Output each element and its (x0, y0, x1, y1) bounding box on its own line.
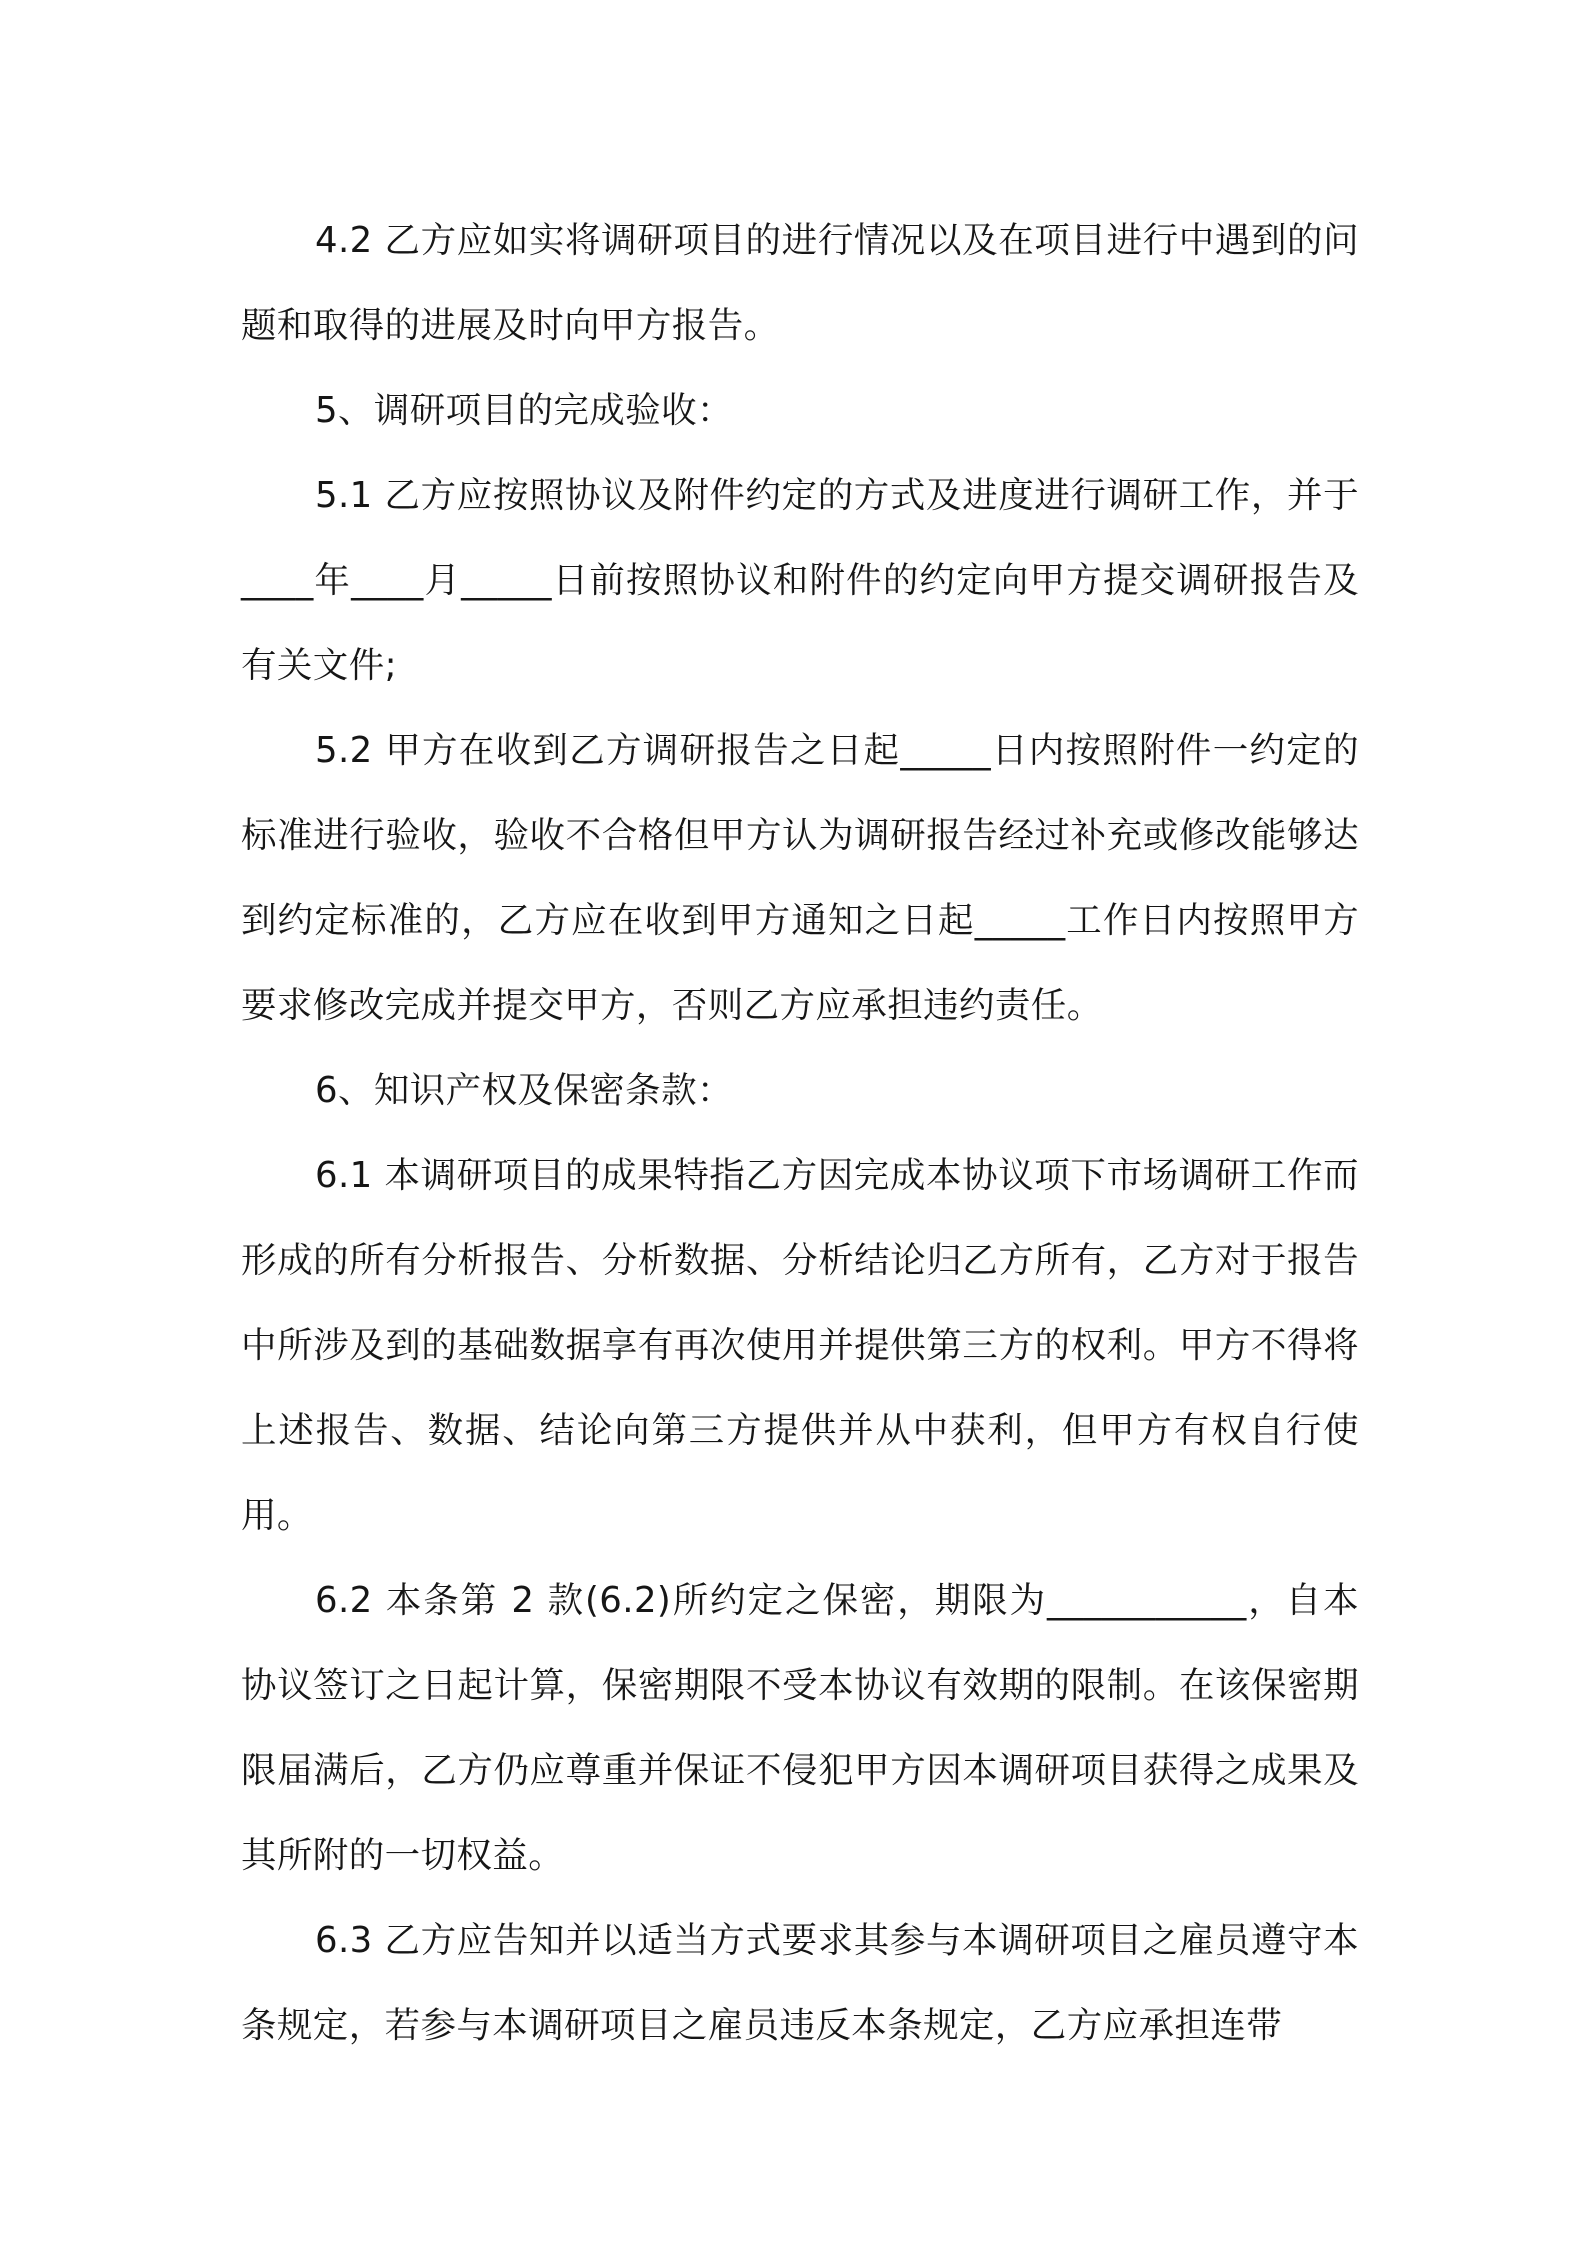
section-6-heading: 6、知识产权及保密条款： (315, 1070, 733, 1111)
clause-5-2-paragraph: 5.2 甲方在收到乙方调研报告之日起_____日内按照附件一约定的标准进行验收，验收不合格但甲方认为调研报告经过补充或修改能够达到约定标准的，乙方应在收到甲方通知之日起_____工作日内按照甲方要求修改完成并提交甲方，否则乙方应承担违约责任。 (241, 730, 1359, 1026)
document-body (241, 198, 1359, 2068)
section-5-heading: 5、调研项目的完成验收： (315, 390, 733, 431)
clause-6-1-paragraph: 6.1 本调研项目的成果特指乙方因完成本协议项下市场调研工作而形成的所有分析报告、分析数据、分析结论归乙方所有，乙方对于报告中所涉及到的基础数据享有再次使用并提供第三方的权利。甲方不得将上述报告、数据、结论向第三方提供并从中获利，但甲方有权自行使用。 (241, 1155, 1359, 1536)
clause-6-2-paragraph: 6.2 本条第 2 款(6.2)所约定之保密，期限为___________，自本协议签订之日起计算，保密期限不受本协议有效期的限制。在该保密期限届满后，乙方仍应尊重并保证不侵犯甲方因本调研项目获得之成果及其所附的一切权益。 (241, 1580, 1359, 1876)
clause-6-3-paragraph: 6.3 乙方应告知并以适当方式要求其参与本调研项目之雇员遵守本条规定，若参与本调研项目之雇员违反本条规定，乙方应承担连带 (241, 1920, 1359, 2046)
clause-5-1-paragraph: 5.1 乙方应按照协议及附件约定的方式及进度进行调研工作，并于____年____月_____日前按照协议和附件的约定向甲方提交调研报告及有关文件; (241, 475, 1359, 686)
clause-4-2-paragraph: 4.2 乙方应如实将调研项目的进行情况以及在项目进行中遇到的问题和取得的进展及时向甲方报告。 (241, 220, 1359, 346)
